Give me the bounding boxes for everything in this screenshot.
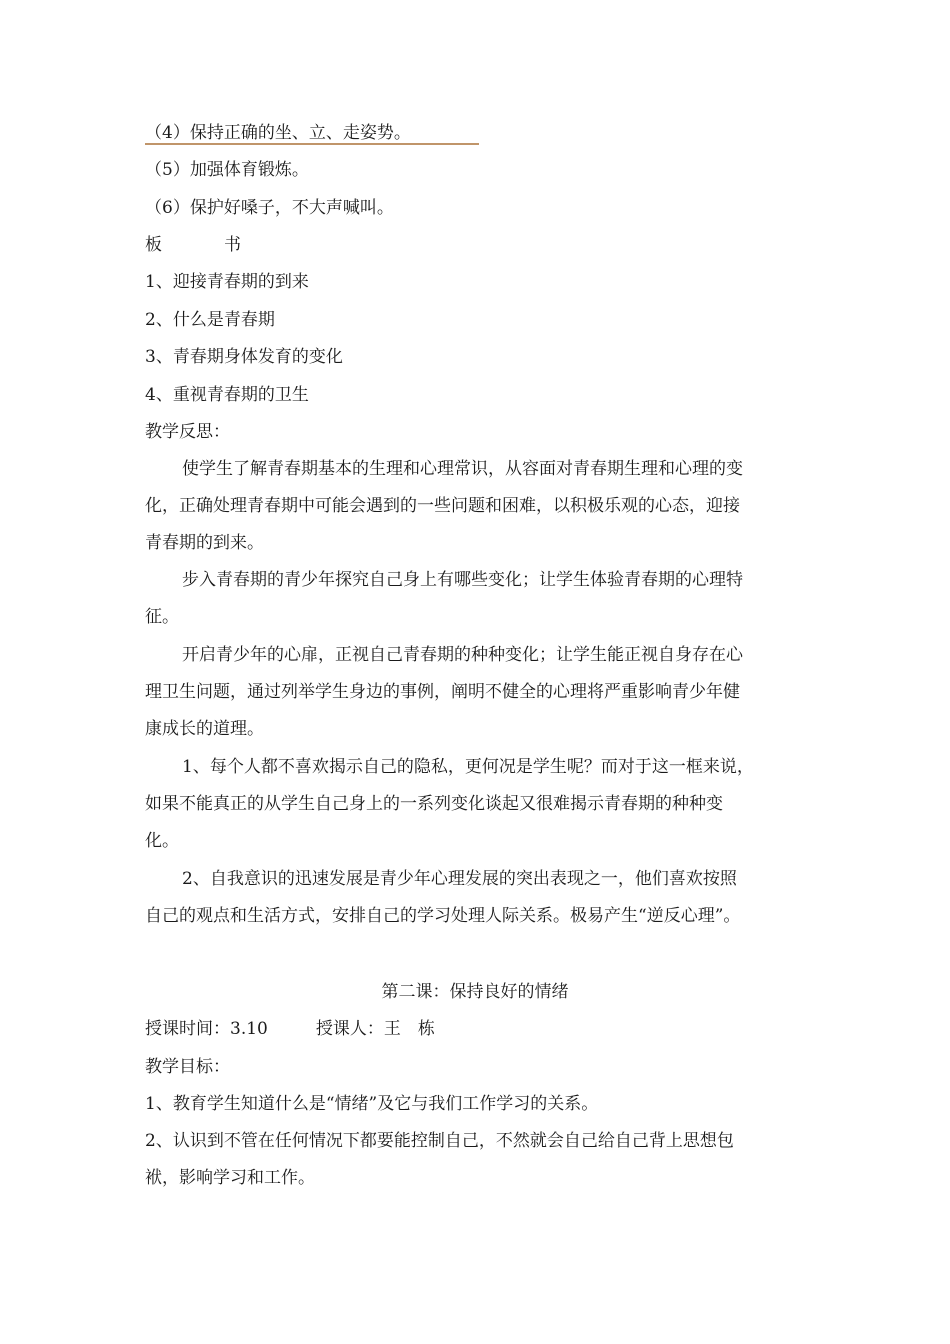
reflection-p3-line1: 开启青少年的心扉，正视自己青春期的种种变化；让学生能正视自身存在心: [182, 645, 743, 665]
reflection-p5-line1: 2、自我意识的迅速发展是青少年心理发展的突出表现之一，他们喜欢按照: [182, 869, 737, 889]
board-heading: [145, 235, 241, 255]
reflection-p3-line2: 理卫生问题，通过列举学生身边的事例，阐明不健全的心理将严重影响青少年健: [145, 682, 740, 702]
board-heading-a: 板: [145, 235, 162, 255]
reflection-p1-line1: 使学生了解青春期基本的生理和心理常识，从容面对青春期生理和心理的变: [182, 459, 743, 479]
lesson-title: 第二课：保持良好的情绪: [381, 982, 569, 1002]
goal-item-2-line1: 2、认识到不管在任何情况下都要能控制自己，不然就会自己给自己背上思想包: [145, 1131, 734, 1151]
reflection-title: 教学反思：: [145, 422, 230, 442]
reflection-p2-line2: 征。: [145, 607, 179, 627]
underline-divider: [145, 143, 479, 145]
reflection-p3-line3: 康成长的道理。: [145, 719, 264, 739]
board-item-4: 4、重视青春期的卫生: [145, 385, 309, 405]
lesson-meta: [145, 1019, 435, 1039]
reflection-p4-line2: 如果不能真正的从学生自己身上的一系列变化谈起又很难揭示青春期的种种变: [145, 794, 723, 814]
lesson-time: 授课时间：3.10: [145, 1019, 268, 1039]
lesson-teacher: 授课人：王 栋: [315, 1019, 435, 1039]
reflection-p1-line2: 化，正确处理青春期中可能会遇到的一些问题和困难，以积极乐观的心态，迎接: [145, 496, 740, 516]
board-item-1: 1、迎接青春期的到来: [145, 272, 309, 292]
goal-title: 教学目标：: [145, 1057, 230, 1077]
reflection-p1-line3: 青春期的到来。: [145, 533, 264, 553]
board-item-2: 2、什么是青春期: [145, 310, 275, 330]
reflection-p2-line1: 步入青春期的青少年探究自己身上有哪些变化；让学生体验青春期的心理特: [182, 570, 743, 590]
reflection-p4-line1: 1、每个人都不喜欢揭示自己的隐私，更何况是学生呢？而对于这一框来说，: [182, 757, 754, 777]
reflection-p4-line3: 化。: [145, 831, 179, 851]
reflection-p5-line2: 自己的观点和生活方式，安排自己的学习处理人际关系。极易产生“逆反心理”。: [145, 906, 741, 926]
board-heading-b: 书: [224, 235, 241, 255]
list-item-4: （4）保持正确的坐、立、走姿势。: [145, 123, 411, 143]
list-item-6: （6）保护好嗓子，不大声喊叫。: [145, 198, 394, 218]
list-item-5: （5）加强体育锻炼。: [145, 160, 309, 180]
goal-item-1: 1、教育学生知道什么是“情绪”及它与我们工作学习的关系。: [145, 1094, 599, 1114]
board-item-3: 3、青春期身体发育的变化: [145, 347, 343, 367]
goal-item-2-line2: 袱，影响学习和工作。: [145, 1168, 315, 1188]
